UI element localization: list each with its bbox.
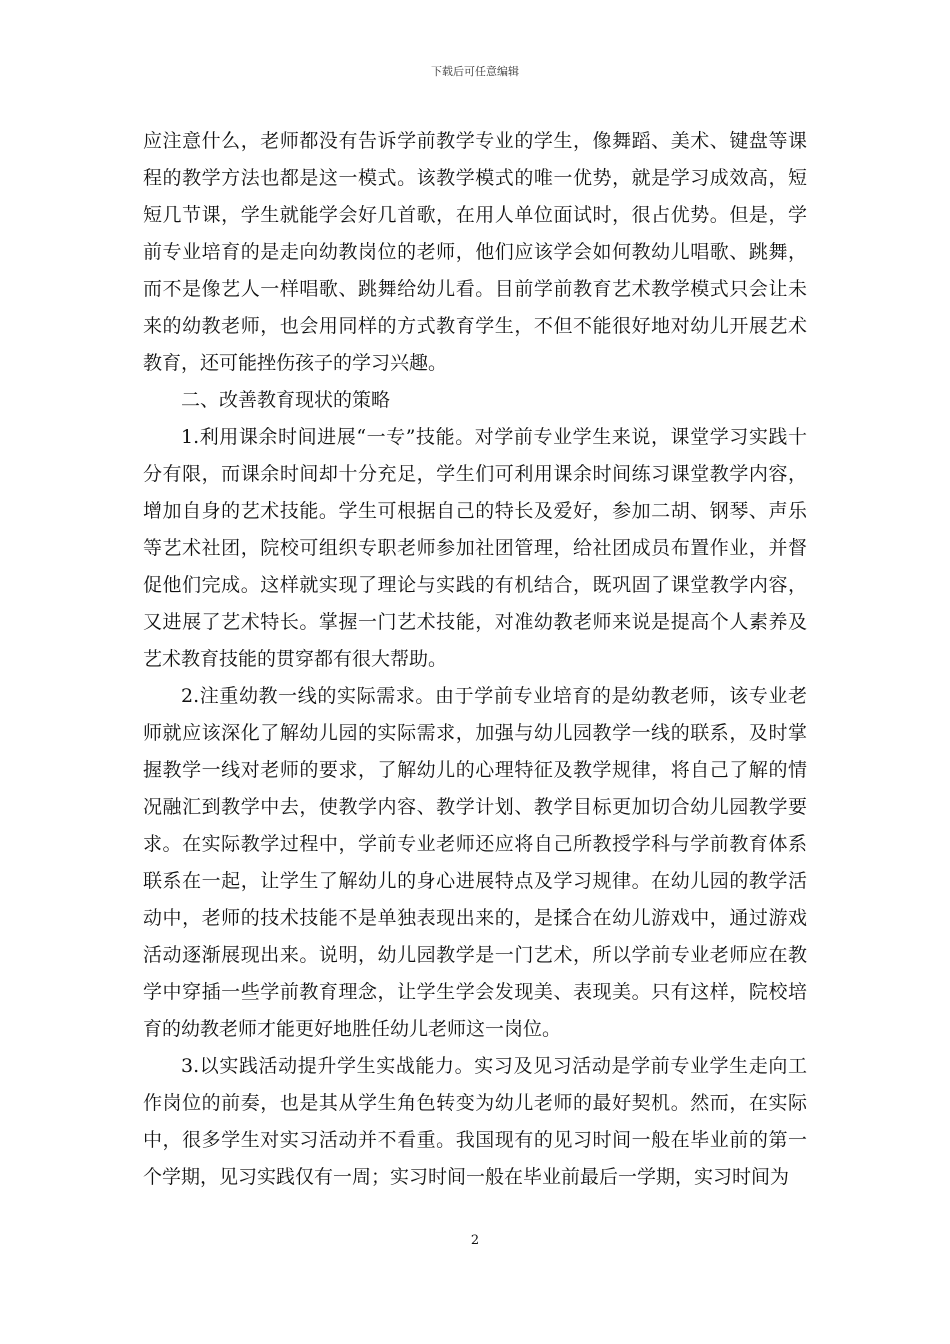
- document-body: [143, 123, 807, 1196]
- paragraph-strategy-3: 3.以实践活动提升学生实战能力。实习及见习活动是学前专业学生走向工作岗位的前奏，也是其从学生角色转变为幼儿老师的最好契机。然而，在实际中，很多学生对实习活动并不看重。我国现有的见习时间一般在毕业前的第一个学期，见习实践仅有一周；实习时间一般在毕业前最后一学期，实习时间为: [143, 1055, 807, 1188]
- paragraph-strategy-2: 2.注重幼教一线的实际需求。由于学前专业培育的是幼教老师，该专业老师就应该深化了解幼儿园的实际需求，加强与幼儿园教学一线的联系，及时掌握教学一线对老师的要求，了解幼儿的心理特征及教学规律，将自己了解的情况融汇到教学中去，使教学内容、教学计划、教学目标更加切合幼儿园教学要求。在实际教学过程中，学前专业老师还应将自己所教授学科与学前教育体系联系在一起，让学生了解幼儿的身心进展特点及学习规律。在幼儿园的教学活动中，老师的技术技能不是单独表现出来的，是揉合在幼儿游戏中，通过游戏活动逐渐展现出来。说明，幼儿园教学是一门艺术，所以学前专业老师应在教学中穿插一些学前教育理念，让学生学会发现美、表现美。只有这样，院校培育的幼教老师才能更好地胜任幼儿老师这一岗位。: [143, 685, 807, 1040]
- paragraph-continuation: 应注意什么，老师都没有告诉学前教学专业的学生，像舞蹈、美术、键盘等课程的教学方法也都是这一模式。该教学模式的唯一优势，就是学习成效高，短短几节课，学生就能学会好几首歌，在用人单位面试时，很占优势。但是，学前专业培育的是走向幼教岗位的老师，他们应该学会如何教幼儿唱歌、跳舞，而不是像艺人一样唱歌、跳舞给幼儿看。目前学前教育艺术教学模式只会让未来的幼教老师，也会用同样的方式教育学生，不但不能很好地对幼儿开展艺术教育，还可能挫伤孩子的学习兴趣。: [143, 130, 807, 374]
- page-number: 2: [470, 1233, 480, 1248]
- paragraph-strategy-1: 1.利用课余时间进展“一专”技能。对学前专业学生来说，课堂学习实践十分有限，而课余时间却十分充足，学生们可利用课余时间练习课堂教学内容，增加自身的艺术技能。学生可根据自己的特长及爱好，参加二胡、钢琴、声乐等艺术社团，院校可组织专职老师参加社团管理，给社团成员布置作业，并督促他们完成。这样就实现了理论与实践的有机结合，既巩固了课堂教学内容，又进展了艺术特长。掌握一门艺术技能，对准幼教老师来说是提高个人素养及艺术教育技能的贯穿都有很大帮助。: [143, 426, 807, 670]
- section-heading: 二、改善教育现状的策略: [181, 389, 391, 411]
- page-header: 下载后可任意编辑: [431, 65, 519, 78]
